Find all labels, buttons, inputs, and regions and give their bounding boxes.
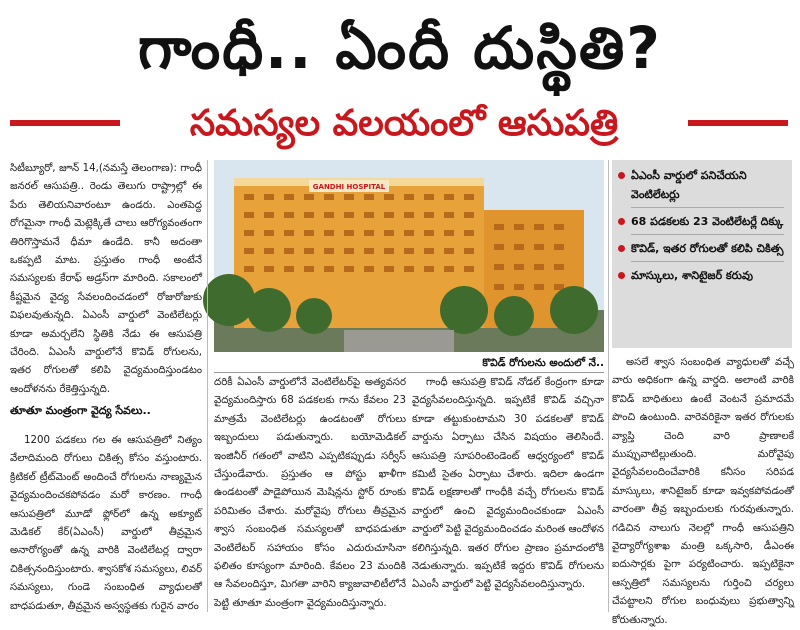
column-divider bbox=[207, 160, 208, 612]
article-intro bbox=[10, 160, 202, 398]
article-column-1 bbox=[10, 432, 202, 612]
highlights-box bbox=[612, 160, 792, 348]
article-column-4 bbox=[612, 354, 794, 626]
subheadline-rule-left bbox=[10, 120, 120, 126]
highlight-item bbox=[618, 212, 784, 231]
article-intro-text: సిటీబ్యూరో, జూన్ 14,(నమస్తే తెలంగాణ): గాంధీ జనరల్ ఆసుపత్రి.. రెండు తెలుగు రాష్ట్రాల్లో ఈ పేరు తెలియనివారంటూ ఉండరు. ఎంతపెద్ద రోగమైనా గాంధీ మెట్లెక్కితే చాలు ఆరోగ్యవంతంగా తిరిగొస్తామనే ధీమా ఉండేది. కానీ అదంతా ఒకప్పటి మాట. ప్రస్తుతం గాంధీ అంటేనే సమస్యలకు కేరాఫ్ అడ్రస్‌గా మారింది. సకాలంలో కీష్టమైన వైద్య సేవలందించడంలో రోజురోజుకు విఫలవుతున్నది. ఏఎంసీ వార్డులో వెంటిలేటర్లు కూడా అమర్చలేని స్థితికి నేడు ఈ ఆసుపత్రి చేరింది. ఏఎంసీ వార్డులోనే కొవిడ్ రోగులను, ఇతర రోగులతో కలిపి వైద్యమందిస్తుండటం ఆందోళనను రేకెత్తిస్తున్నది. bbox=[10, 163, 202, 395]
bullet-icon bbox=[618, 245, 625, 252]
article-column-2 bbox=[214, 374, 406, 612]
side-heading: తూతూ మంత్రంగా వైద్య సేవలు.. bbox=[10, 404, 151, 417]
subheadline-rule-right bbox=[688, 120, 788, 126]
highlight-divider bbox=[631, 261, 784, 262]
highlight-item bbox=[618, 266, 784, 285]
article-column-1-text: 1200 పడకలు గల ఈ ఆసుపత్రిలో నిత్యం వేలాదిమంది రోగులు చికిత్స కోసం వస్తుంటారు. క్రిటికల్ ట్రీట్‌మెంట్ అందించే రోగులను నాణ్యమైన వైద్యమందించకపోవడం మరో కారణం. గాంధీ ఆసుపత్రిలో మూడో ఫ్లోర్‌లో ఉన్న అక్యూట్ మెడికల్ కేర్(ఏఎంసీ) వార్డులో తీవ్రమైన అనారోగ్యంతో ఉన్న వారికి వెంటిలేటర్ల ద్వారా చికిత్సనందిస్తుంటారు. శ్వాసకోశ సమస్యలు, లివర్ సమస్యలు, గుండె సంబంధిత వ్యాధులతో బాధపడుతూ, తీవ్రమైన అస్వస్థతకు గురైన వారం bbox=[10, 435, 202, 612]
headline: గాంధీ.. ఏందీ దుస్థితి? bbox=[138, 14, 662, 82]
article-column-3 bbox=[412, 374, 604, 612]
column-divider bbox=[608, 160, 609, 612]
highlight-item bbox=[618, 239, 784, 258]
photo-caption-rule bbox=[214, 372, 604, 373]
highlight-text: 68 పడకలకు 23 వెంటిలేటర్లే దిక్కు bbox=[631, 215, 784, 228]
subheadline-block bbox=[0, 96, 800, 152]
highlight-divider bbox=[631, 207, 784, 208]
photo-caption: కొవిడ్ రోగులను అందులో నే.. bbox=[482, 357, 604, 369]
highlight-item bbox=[618, 166, 784, 204]
subheadline: సమస్యల వలయంలో ఆసుపత్రి bbox=[189, 103, 619, 144]
bullet-icon bbox=[618, 218, 625, 225]
bullet-icon bbox=[618, 272, 625, 279]
highlight-divider bbox=[631, 234, 784, 235]
hospital-sign: GANDHI HOSPITAL bbox=[312, 183, 386, 191]
article-column-2-text: దరికీ ఏఎంసీ వార్డులోనే వెంటిలేటర్‌పై అత్యవసర వైద్యమందిస్తారు 68 పడకలకు గాను కేవలం 23 మాత్రమే వెంటిలేటర్లు ఉండటంతో రోగులు ఇబ్బందులు పడుతున్నారు. బయోమెడికల్ ఇంజినీర్ గతంలో వాటిని ఎప్పటికప్పుడు సర్వీస్ చేస్తుండేవారు. ప్రస్తుతం ఆ పోస్టు ఖాళీగా ఉండటంతో పాడైపోయిన మెషిన్లను స్టోర్ రూంకు పరిమితం చేశారు. మరోవైపు రోగులు తీవ్రమైన శ్వాస సంబంధిత సమస్యలతో బాధపడుతూ వెంటిలేటర్ సహాయం కోసం ఎదురుచూసినా ఫలితం కూస్యంగా మారింది. కేవలం 23 మందికి ఆ సేవలందిస్తూ, మిగతా వారిని క్యాజువాలిటీలోనే పెట్టి తూతూ మంత్రంగా వైద్యమందిస్తున్నారు. bbox=[214, 377, 406, 609]
highlight-text: ఏఎంసీ వార్డులో పనిచేయని వెంటిలేటర్లు bbox=[631, 169, 747, 201]
hospital-photo bbox=[214, 160, 604, 352]
bullet-icon bbox=[618, 172, 625, 179]
article-column-4-text: అసలే శ్వాస సంబంధిత వ్యాధులతో వచ్చే వారు అధికంగా ఉన్న వార్డది. అలాంటి వారికి కొవిడ్ బాధితులు ఉంటే వెంటనే ప్రమాదమే పొంచి ఉంటుంది. వారెవరికైనా ఇతర రోగులకు వ్యాప్తి చెంది వారి ప్రాణాలకే ముప్పువాటిల్లుతుంది. మరోవైపు వైద్యసేవలందించేవారికి కనీసం సరిపడ మాస్కులు, శానిటైజర్ కూడా ఇవ్వకపోవడంతో వారంతా తీవ్ర ఇబ్బందులకు గురవుతున్నారు. గడిచిన నాలుగు నెలల్లో గాంధీ ఆసుపత్రిని వైద్యారోగ్యశాఖ మంత్రి ఒక్కసారి, డీఎంఈ ఐదుసార్లకు పైగా పర్యటించారు. ఇప్పటికైనా ఆస్పత్రిలో సమస్యలను గుర్తించి చర్యలు చేపట్టాలని రోగుల బంధువులు ప్రభుత్వాన్ని కోరుతున్నారు. bbox=[612, 357, 794, 626]
highlight-text: మాస్కులు, శానిటైజర్ కరువు bbox=[631, 269, 753, 282]
highlight-text: కొవిడ్, ఇతర రోగులతో కలిపి చికిత్స bbox=[631, 242, 784, 255]
hospital-illustration bbox=[214, 160, 604, 352]
article-column-3-text: గాంధీ ఆసుపత్రి కొవిడ్ నోడల్ కేంద్రంగా కూడా వైద్యసేవలందిస్తున్నది. ఇప్పటికే కొవిడ్ వచ్చినా కూడా తట్టుకుంటామని 30 పడకలతో కొవిడ్ వార్డును ఏర్పాటు చేసిన విషయం తెలిసిందే. ఆసుపత్రి సూపరింటెండెంట్ ఆధ్వర్యంలో కొవిడ్ కమిటీ సైతం ఏర్పాటు చేశారు. ఇదిలా ఉండగా కొవిడ్ లక్షణాలతో గాంధీకి వచ్చే రోగులను కొవిడ్ వార్డులో ఉంచి వైద్యమందించకుండా ఏఎంసీ వార్డులో పెట్టి వైద్యమందించడం మరింత ఆందోళన కలిగిస్తున్నది. ఇతర రోగుల ప్రాణం ప్రమాదంలోకి నెడుతున్నారు. ఇప్పటికే ఇద్దరు కొవిడ్ రోగులను ఏఎంసీ వార్డులో పెట్టి వైద్యసేవలందిస్తున్నారు. bbox=[412, 377, 604, 591]
